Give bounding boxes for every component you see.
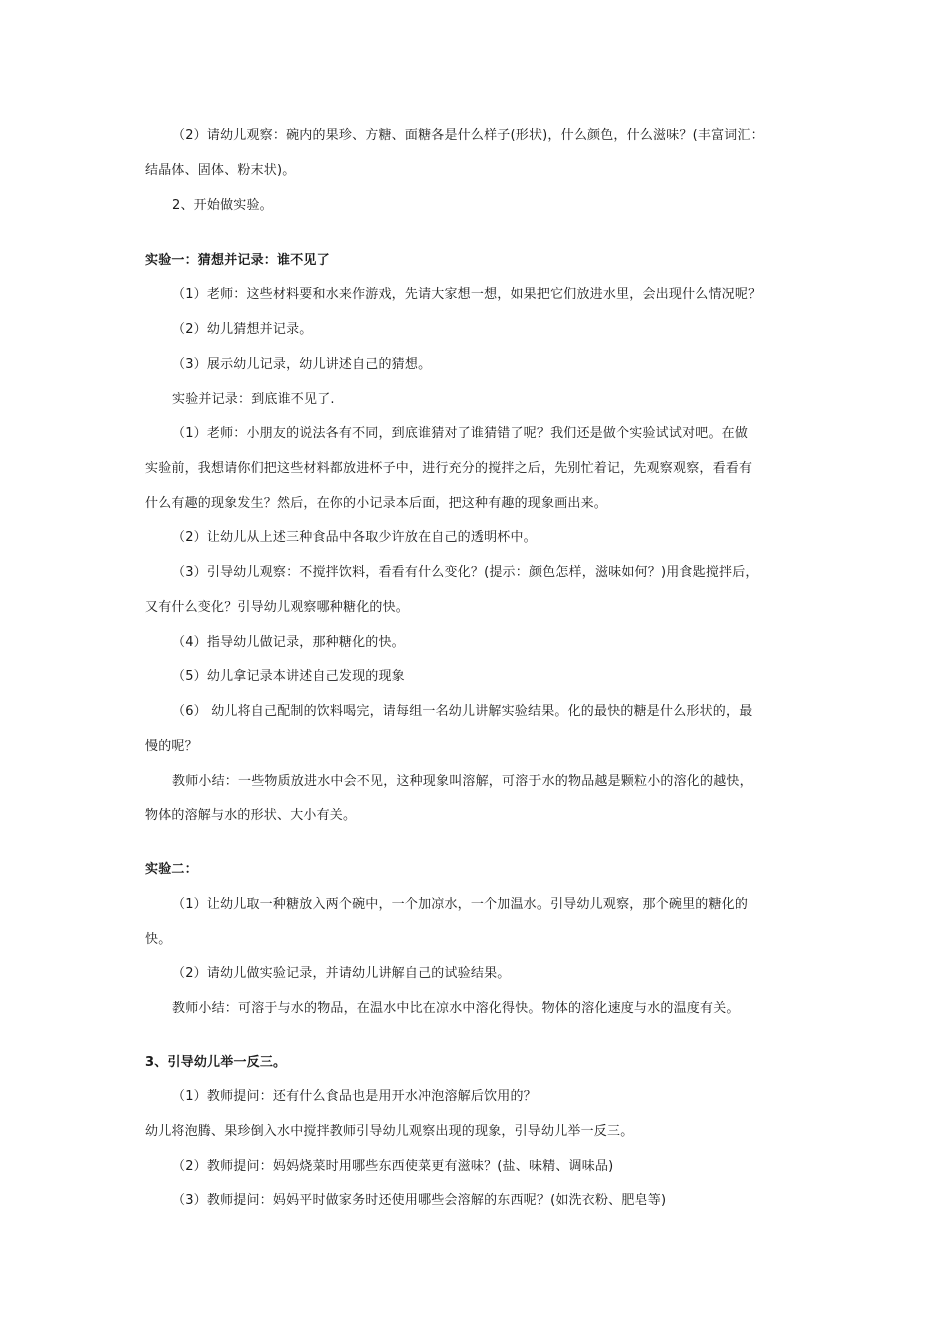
paragraph-line: 物体的溶解与水的形状、大小有关。 [145,808,357,823]
paragraph-line: 实验前，我想请你们把这些材料都放进杯子中，进行充分的搅拌之后，先别忙着记，先观察观察，看看有 [145,461,753,476]
paragraph-line: 教师小结：一些物质放进水中会不见，这种现象叫溶解，可溶于水的物品越是颗粒小的溶化的越快， [172,774,753,789]
paragraph-line: （6） 幼儿将自己配制的饮料喝完，请每组一名幼儿讲解实验结果。化的最快的糖是什么形状的，最 [172,704,753,719]
paragraph-line: 2、开始做实验。 [172,198,273,213]
paragraph-line: （1）老师：小朋友的说法各有不同，到底谁猜对了谁猜错了呢？我们还是做个实验试试对吧。在做 [172,426,749,441]
paragraph-line: （4）指导幼儿做记录，那种糖化的快。 [172,635,405,650]
paragraph-line: 结晶体、固体、粉末状)。 [145,163,296,178]
paragraph-line: （2）教师提问：妈妈烧菜时用哪些东西使菜更有滋味？(盐、味精、调味品) [172,1159,614,1174]
section-heading: 实验一：猜想并记录：谁不见了 [145,253,330,268]
paragraph-line: （2）请幼儿做实验记录，并请幼儿讲解自己的试验结果。 [172,966,511,981]
section-heading: 3、引导幼儿举一反三。 [145,1055,287,1070]
paragraph-line: （1）老师：这些材料要和水来作游戏，先请大家想一想，如果把它们放进水里，会出现什么情况呢？ [172,287,762,302]
paragraph-line: （5）幼儿拿记录本讲述自己发现的现象 [172,669,405,684]
paragraph-line: （3）教师提问：妈妈平时做家务时还使用哪些会溶解的东西呢？(如洗衣粉、肥皂等) [172,1193,667,1208]
paragraph-line: （2）幼儿猜想并记录。 [172,322,313,337]
paragraph-line: （2）请幼儿观察：碗内的果珍、方糖、面糖各是什么样子(形状)，什么颜色，什么滋味？(丰富词汇： [172,128,764,143]
paragraph-line: 快。 [145,932,172,947]
paragraph-line: （3）展示幼儿记录，幼儿讲述自己的猜想。 [172,357,432,372]
paragraph-line: 实验并记录：到底谁不见了. [172,392,335,407]
paragraph-line: （1）教师提问：还有什么食品也是用开水冲泡溶解后饮用的？ [172,1089,537,1104]
paragraph-line: （3）引导幼儿观察：不搅拌饮料，看看有什么变化？(提示：颜色怎样，滋味如何？)用食匙搅拌后， [172,565,759,580]
paragraph-line: （2）让幼儿从上述三种食品中各取少许放在自己的透明杯中。 [172,530,537,545]
paragraph-line: （1）让幼儿取一种糖放入两个碗中，一个加凉水，一个加温水。引导幼儿观察，那个碗里的糖化的 [172,897,749,912]
paragraph-line: 教师小结：可溶于与水的物品，在温水中比在凉水中溶化得快。物体的溶化速度与水的温度有关。 [172,1001,740,1016]
paragraph-line: 又有什么变化？引导幼儿观察哪种糖化的快。 [145,600,410,615]
paragraph-line: 什么有趣的现象发生？然后，在你的小记录本后面，把这种有趣的现象画出来。 [145,496,608,511]
section-heading: 实验二： [145,862,198,877]
paragraph-line: 慢的呢？ [145,739,198,754]
paragraph-line: 幼儿将泡腾、果珍倒入水中搅拌教师引导幼儿观察出现的现象，引导幼儿举一反三。 [145,1124,634,1139]
